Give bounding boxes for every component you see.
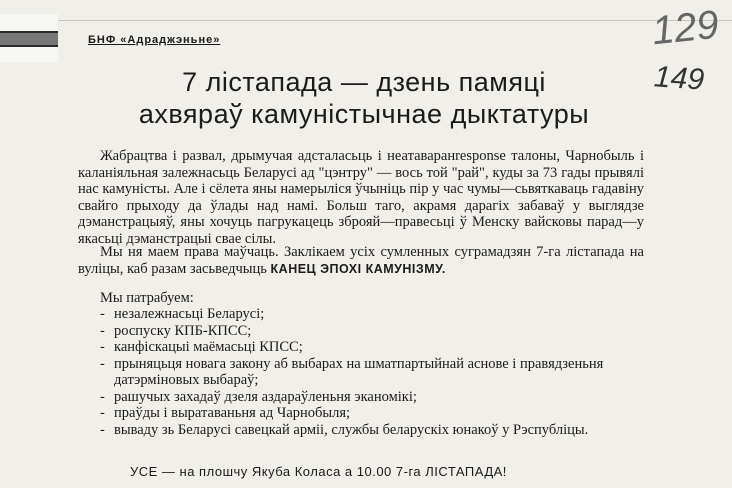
paragraph-2-text: Мы ня маем права маўчаць. Заклікаем усіх сумленных суграмадзян 7-га лістапада на вуліцы, каб разам засьведчыць bbox=[78, 244, 644, 277]
demand-item: - незалежнасьці Беларусі; bbox=[100, 306, 640, 323]
demand-item: - роспуску КПБ-КПСС; bbox=[100, 323, 640, 340]
paragraph-1 bbox=[78, 148, 644, 247]
demand-item: - праўды і выратаваньня ад Чарнобыля; bbox=[100, 405, 640, 422]
paragraph-1-text: Жабрацтва і развал, дрымучая адсталасьць і неатаваранresponse талоны, Чарнобыль і каланіяльная залежнасьць Беларусі ад "цэнтру" — вось той "рай", куды за 73 гады прывялі нас камуністы. Але і сёлета яны намерыліся ўчыніць пір у час чумы—сьвяткаваць гадавіну свайго прыходу да ўлады над намі. Больш таго, акрамя дарагіх забаваў у выглядзе дэманстрацыяў, яны хочуць пагрукацець зброяй—правесьці ў Менску вайсковы парад—у якасьці дэманстрацыі свае сілы. bbox=[78, 148, 644, 247]
title-line-2: ахвяраў камуністычнае дыктатуры bbox=[138, 99, 590, 129]
page-title bbox=[70, 66, 658, 130]
demand-item: - рашучых захадаў дзеля аздараўленьня эканомікі; bbox=[100, 389, 640, 406]
handwritten-number-top: 129 bbox=[649, 2, 721, 54]
top-rule bbox=[58, 20, 732, 21]
belarus-flag-emblem bbox=[0, 14, 58, 62]
paragraph-2 bbox=[78, 244, 644, 277]
call-to-action: УСЕ — на плошчу Якуба Коласа а 10.00 7-га ЛІСТАПАДА! bbox=[130, 464, 507, 479]
paragraph-2-slogan: КАНЕЦ ЭПОХІ КАМУНІЗМУ. bbox=[270, 261, 446, 276]
demand-item: - канфіскацыі маёмасьці КПСС; bbox=[100, 339, 640, 356]
demand-item: - прыняцьця новага закону аб выбарах на шматпартыйнай аснове і правядзеньня датэрміновых выбараў; bbox=[100, 356, 640, 389]
source-header: БНФ «Адраджэньне» bbox=[88, 34, 221, 46]
demand-item: - вываду зь Беларусі савецкай арміі, службы беларускіх юнакоў у Рэспубліцы. bbox=[100, 422, 640, 439]
demands-intro: Мы патрабуем: bbox=[100, 290, 194, 306]
title-line-1: 7 лістапада — дзень памяці bbox=[182, 67, 546, 97]
demands-list bbox=[100, 306, 640, 438]
handwritten-number-second: 149 bbox=[652, 60, 706, 97]
